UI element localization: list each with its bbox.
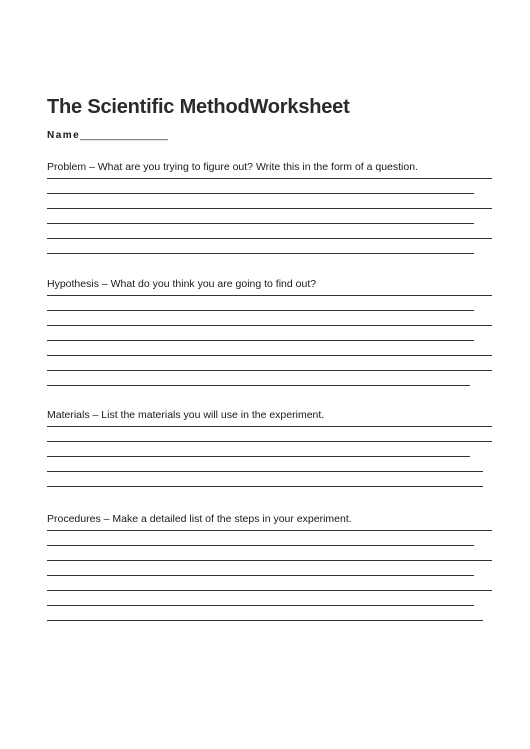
answer-line[interactable] <box>47 385 470 386</box>
answer-line[interactable] <box>47 340 474 341</box>
answer-line[interactable] <box>47 486 483 487</box>
answer-line[interactable] <box>47 253 474 254</box>
procedures-prompt: Procedures – Make a detailed list of the steps in your experiment. <box>47 513 352 525</box>
procedures-answer-lines[interactable] <box>47 530 492 621</box>
name-label: Name <box>47 130 81 141</box>
hypothesis-answer-lines[interactable] <box>47 295 492 386</box>
answer-line[interactable] <box>47 295 492 296</box>
answer-line[interactable] <box>47 620 483 621</box>
answer-line[interactable] <box>47 178 492 179</box>
name-field[interactable] <box>47 130 168 141</box>
materials-answer-lines[interactable] <box>47 426 492 487</box>
name-blank[interactable]: _______________ <box>80 130 169 141</box>
answer-line[interactable] <box>47 560 492 561</box>
problem-answer-lines[interactable] <box>47 178 492 254</box>
answer-line[interactable] <box>47 238 492 239</box>
hypothesis-prompt: Hypothesis – What do you think you are going to find out? <box>47 278 317 290</box>
answer-line[interactable] <box>47 426 492 427</box>
answer-line[interactable] <box>47 575 474 576</box>
answer-line[interactable] <box>47 193 474 194</box>
answer-line[interactable] <box>47 456 470 457</box>
answer-line[interactable] <box>47 208 492 209</box>
worksheet-title: The Scientific MethodWorksheet <box>47 96 350 118</box>
answer-line[interactable] <box>47 590 492 591</box>
answer-line[interactable] <box>47 370 492 371</box>
answer-line[interactable] <box>47 355 492 356</box>
answer-line[interactable] <box>47 325 492 326</box>
problem-section <box>47 160 492 268</box>
problem-prompt: Problem – What are you trying to figure out? Write this in the form of a question. <box>47 161 418 173</box>
materials-prompt: Materials – List the materials you will use in the experiment. <box>47 409 325 421</box>
answer-line[interactable] <box>47 471 483 472</box>
answer-line[interactable] <box>47 223 474 224</box>
materials-section <box>47 408 492 501</box>
hypothesis-section <box>47 277 492 400</box>
answer-line[interactable] <box>47 605 474 606</box>
answer-line[interactable] <box>47 310 474 311</box>
answer-line[interactable] <box>47 441 492 442</box>
answer-line[interactable] <box>47 545 474 546</box>
answer-line[interactable] <box>47 530 492 531</box>
procedures-section <box>47 512 492 635</box>
